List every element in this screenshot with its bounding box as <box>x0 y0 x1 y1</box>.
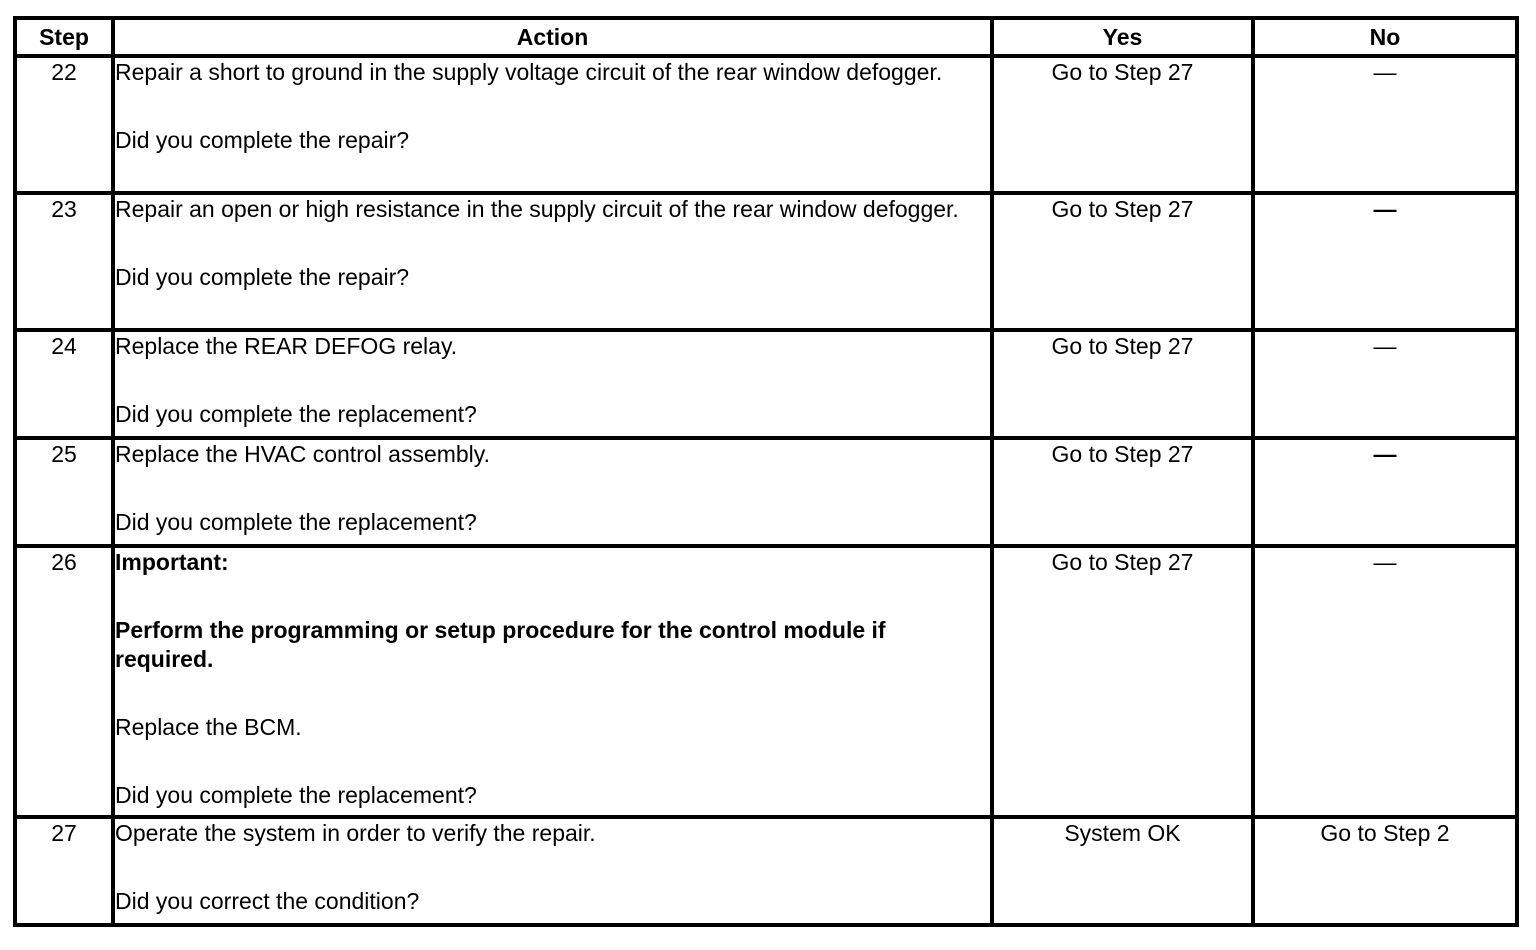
no-cell <box>1253 546 1517 817</box>
action-cell <box>113 330 992 438</box>
action-question: Did you complete the replacement? <box>115 401 477 427</box>
step-number: 22 <box>15 56 113 193</box>
table-row <box>15 817 1517 925</box>
header-row <box>15 18 1517 56</box>
table-row <box>15 546 1517 817</box>
no-cell <box>1253 438 1517 546</box>
action-cell <box>113 438 992 546</box>
action-text: Replace the REAR DEFOG relay. <box>115 333 458 359</box>
diagnostic-table <box>13 16 1519 927</box>
action-cell <box>113 817 992 925</box>
important-label: Important: <box>115 549 229 575</box>
step-number: 25 <box>15 438 113 546</box>
header-no: No <box>1253 18 1517 56</box>
action-question: Did you complete the repair? <box>115 127 410 153</box>
action-cell <box>113 546 992 817</box>
yes-cell: Go to Step 27 <box>992 330 1253 438</box>
yes-cell: Go to Step 27 <box>992 56 1253 193</box>
step-number: 24 <box>15 330 113 438</box>
table-row <box>15 193 1517 330</box>
table-row <box>15 330 1517 438</box>
action-text: Repair an open or high resistance in the supply circuit of the rear window defogger. <box>115 196 959 222</box>
action-question: Did you complete the replacement? <box>115 509 477 535</box>
header-yes: Yes <box>992 18 1253 56</box>
no-cell: Go to Step 2 <box>1253 817 1517 925</box>
yes-cell: System OK <box>992 817 1253 925</box>
action-cell <box>113 193 992 330</box>
no-cell <box>1253 193 1517 330</box>
yes-cell: Go to Step 27 <box>992 438 1253 546</box>
no-value: — <box>1373 441 1397 467</box>
step-number: 27 <box>15 817 113 925</box>
table-row <box>15 56 1517 193</box>
yes-cell: Go to Step 27 <box>992 546 1253 817</box>
action-text: Replace the HVAC control assembly. <box>115 441 490 467</box>
no-value: — <box>1373 549 1397 575</box>
yes-cell: Go to Step 27 <box>992 193 1253 330</box>
action-text: Operate the system in order to verify the repair. <box>115 820 596 846</box>
table-row <box>15 438 1517 546</box>
action-question: Did you complete the repair? <box>115 264 410 290</box>
header-action: Action <box>113 18 992 56</box>
no-value: — <box>1373 59 1397 85</box>
no-value: — <box>1373 196 1397 222</box>
step-number: 23 <box>15 193 113 330</box>
action-question: Did you complete the replacement? <box>115 782 477 808</box>
no-value: — <box>1373 333 1397 359</box>
action-text: Repair a short to ground in the supply voltage circuit of the rear window defogger. <box>115 59 943 85</box>
step-number: 26 <box>15 546 113 817</box>
header-step: Step <box>15 18 113 56</box>
action-cell <box>113 56 992 193</box>
no-cell <box>1253 56 1517 193</box>
important-text: Perform the programming or setup procedure for the control module if required. <box>115 617 886 672</box>
no-cell <box>1253 330 1517 438</box>
action-text: Replace the BCM. <box>115 714 302 740</box>
action-question: Did you correct the condition? <box>115 888 420 914</box>
